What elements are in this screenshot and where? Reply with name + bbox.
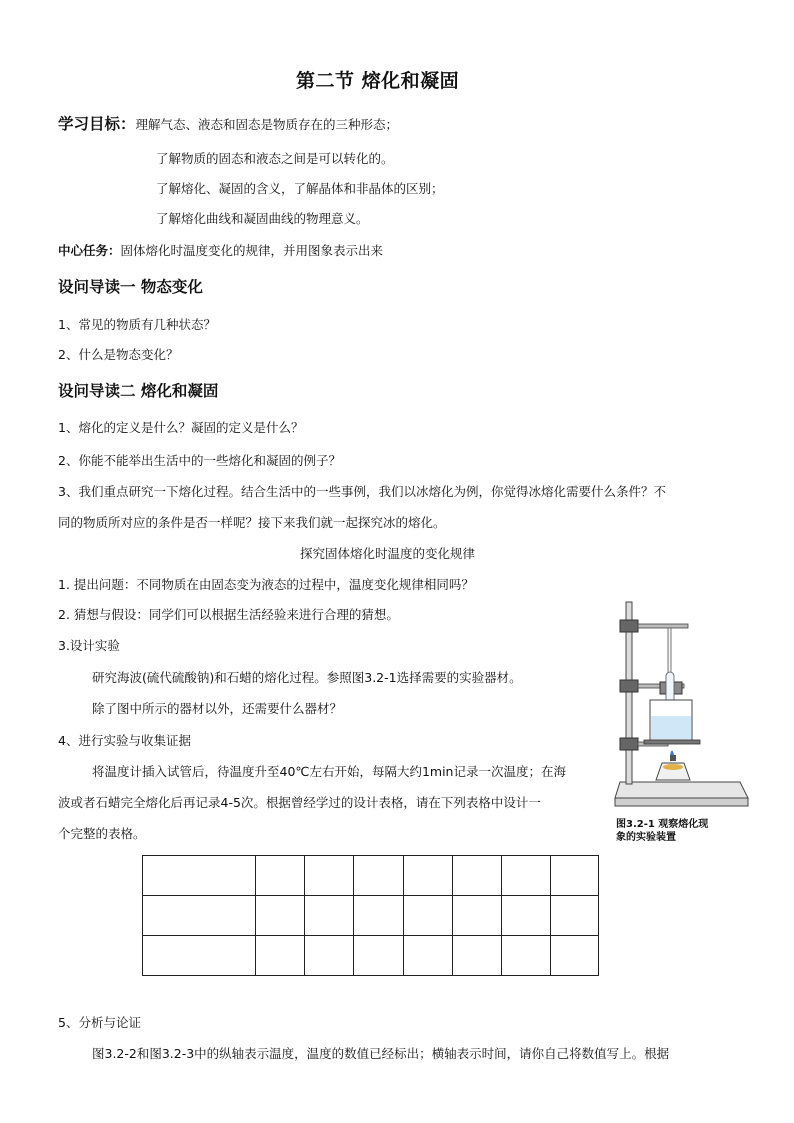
- objectives-line: [58, 112, 398, 134]
- experiment-step: 5、分析与论证: [58, 1015, 141, 1030]
- question-item: 同的物质所对应的条件是否一样呢？接下来我们就一起探究冰的熔化。: [58, 515, 446, 530]
- table-cell[interactable]: [354, 936, 404, 976]
- experiment-text: 图3.2-2和图3.2-3中的纵轴表示温度，温度的数值已经标出；横轴表示时间，请你自己将数值写上。根据: [92, 1046, 670, 1061]
- table-cell[interactable]: [502, 856, 551, 896]
- table-cell[interactable]: [551, 936, 599, 976]
- table-cell[interactable]: [354, 896, 404, 936]
- page-title: 第二节 熔化和凝固: [296, 70, 460, 92]
- experiment-text: 除了图中所示的器材以外，还需要什么器材？: [92, 701, 343, 716]
- objective-item: 理解气态、液态和固态是物质存在的三种形态；: [135, 117, 399, 132]
- table-cell[interactable]: [551, 896, 599, 936]
- table-cell[interactable]: [305, 856, 354, 896]
- task-label: 中心任务：: [58, 243, 121, 258]
- objective-item: 了解熔化、凝固的含义，了解晶体和非晶体的区别；: [156, 181, 444, 196]
- task-line: [58, 241, 383, 259]
- experiment-text: 个完整的表格。: [58, 826, 146, 841]
- table-cell[interactable]: [143, 896, 256, 936]
- table-row: [143, 856, 599, 896]
- objectives-label: 学习目标：: [58, 115, 136, 133]
- apparatus-figure: [612, 600, 754, 812]
- table-cell[interactable]: [404, 856, 453, 896]
- experiment-step: 2. 猜想与假设：同学们可以根据生活经验来进行合理的猜想。: [58, 607, 399, 622]
- table-cell[interactable]: [143, 856, 256, 896]
- table-cell[interactable]: [502, 896, 551, 936]
- table-cell[interactable]: [256, 856, 305, 896]
- table-cell[interactable]: [551, 856, 599, 896]
- table-cell[interactable]: [404, 896, 453, 936]
- section1-heading: 设问导读一 物态变化: [58, 278, 203, 296]
- question-item: 1、常见的物质有几种状态？: [58, 317, 216, 332]
- objective-item: 了解熔化曲线和凝固曲线的物理意义。: [156, 211, 369, 226]
- table-row: [143, 896, 599, 936]
- table-row: [143, 936, 599, 976]
- section2-heading: 设问导读二 熔化和凝固: [58, 382, 219, 400]
- table-cell[interactable]: [404, 936, 453, 976]
- experiment-step: 1. 提出问题：不同物质在由固态变为液态的过程中，温度变化规律相同吗？: [58, 577, 474, 592]
- experiment-step: 4、进行实验与收集证据: [58, 733, 191, 748]
- question-item: 1、熔化的定义是什么？凝固的定义是什么？: [58, 420, 304, 435]
- table-cell[interactable]: [256, 896, 305, 936]
- table-cell[interactable]: [143, 936, 256, 976]
- question-item: 3、我们重点研究一下熔化过程。结合生活中的一些事例，我们以冰熔化为例，你觉得冰熔化需要什么条件？不: [58, 484, 666, 499]
- table-cell[interactable]: [453, 896, 502, 936]
- experiment-step: 3.设计实验: [58, 638, 120, 653]
- experiment-text: 将温度计插入试管后，待温度升至40℃左右开始，每隔大约1min记录一次温度；在海: [92, 764, 566, 779]
- experiment-text: 波或者石蜡完全熔化后再记录4-5次。根据曾经学过的设计表格，请在下列表格中设计一: [58, 795, 541, 810]
- task-text: 固体熔化时温度变化的规律，并用图象表示出来: [120, 243, 384, 258]
- data-table: [142, 855, 599, 976]
- figure-caption-line: 图3.2-1 观察熔化现: [616, 819, 709, 830]
- experiment-text: 研究海波(硫代硫酸钠)和石蜡的熔化过程。参照图3.2-1选择需要的实验器材。: [92, 670, 522, 685]
- question-item: 2、什么是物态变化？: [58, 347, 179, 362]
- table-cell[interactable]: [305, 896, 354, 936]
- table-cell[interactable]: [305, 936, 354, 976]
- objective-item: 了解物质的固态和液态之间是可以转化的。: [156, 151, 394, 166]
- figure-caption-line: 象的实验装置: [616, 832, 676, 843]
- question-item: 2、你能不能举出生活中的一些熔化和凝固的例子？: [58, 453, 341, 468]
- table-cell[interactable]: [453, 856, 502, 896]
- table-cell[interactable]: [256, 936, 305, 976]
- experiment-title: 探究固体熔化时温度的变化规律: [300, 546, 476, 561]
- table-cell[interactable]: [502, 936, 551, 976]
- figure-caption: [616, 818, 716, 844]
- table-cell[interactable]: [453, 936, 502, 976]
- table-cell[interactable]: [354, 856, 404, 896]
